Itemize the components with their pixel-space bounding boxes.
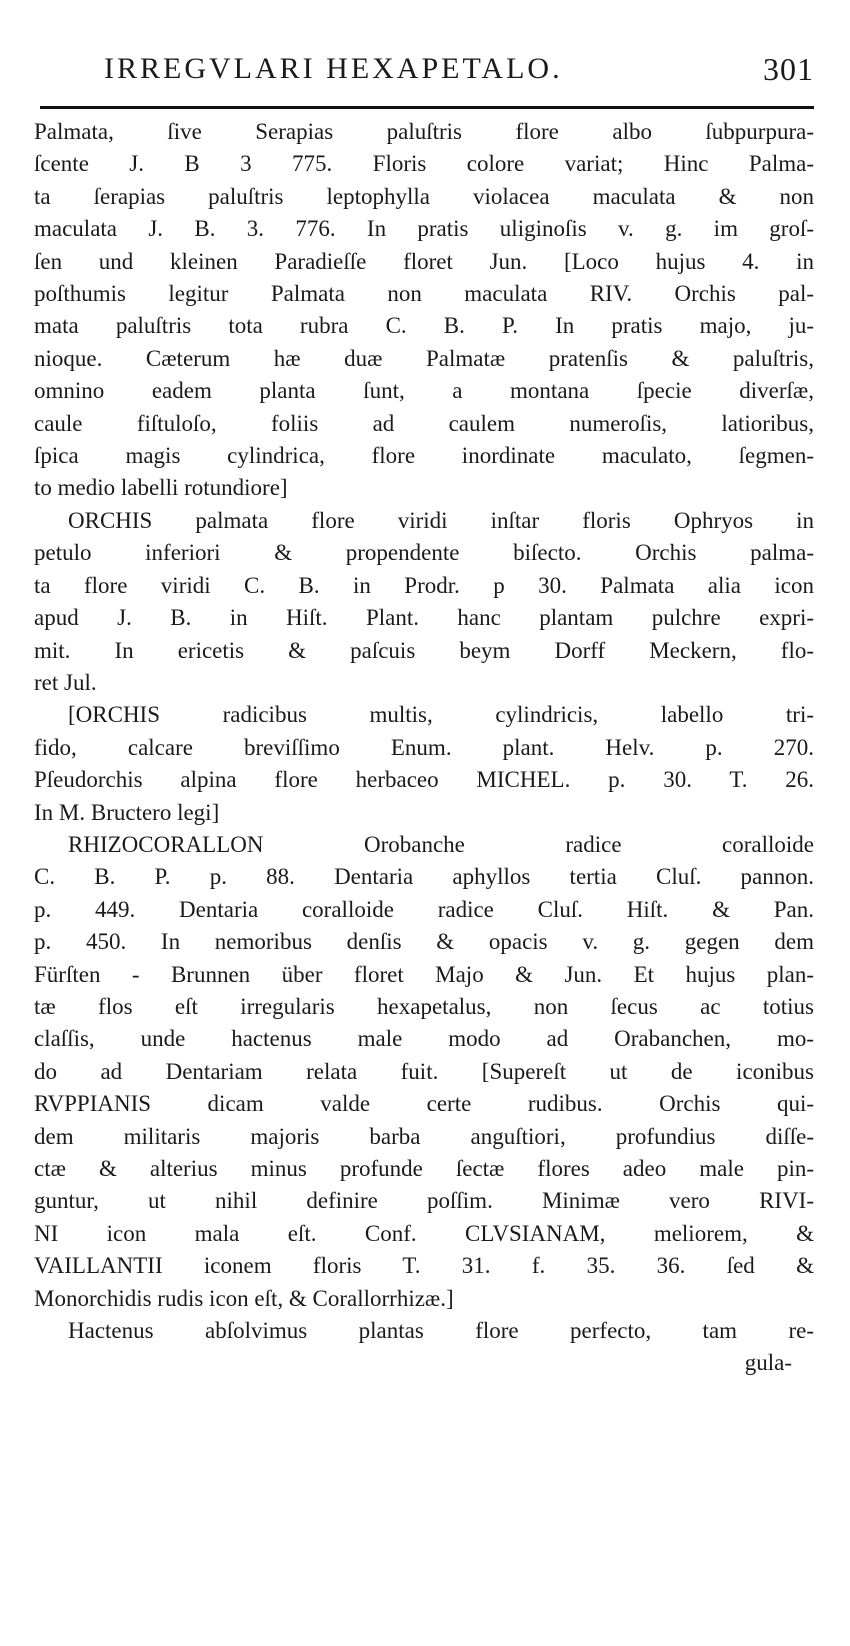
text-line: ORCHIS palmata flore viridi inſtar floris Ophryos in <box>68 507 814 533</box>
text-line: fido, calcare breviſſimo Enum. plant. Helv. p. 270. <box>34 734 814 760</box>
text-line: C. B. P. p. 88. Dentaria aphyllos tertia Cluſ. pannon. <box>34 864 814 890</box>
text-line: mit. In ericetis & paſcuis beym Dorff Meckern, flo- <box>34 637 814 663</box>
text-line: to medio labelli rotundiore] <box>34 475 288 501</box>
text-line: poſthumis legitur Palmata non maculata RIV. Orchis pal- <box>34 281 814 307</box>
text-line: VAILLANTII iconem floris T. 31. f. 35. 36. ſed & <box>34 1253 814 1279</box>
text-line: Fürſten - Brunnen über floret Majo & Jun. Et hujus plan- <box>34 961 814 987</box>
text-line: maculata J. B. 3. 776. In pratis uliginoſis v. g. im groſ- <box>34 216 814 242</box>
text-line: In M. Bructero legi] <box>34 799 220 825</box>
text-line: Monorchidis rudis icon eſt, & Corallorrhizæ.] <box>34 1285 454 1311</box>
text-line: p. 450. In nemoribus denſis & opacis v. g. gegen dem <box>34 929 814 955</box>
paragraph-orchis-radicibus <box>34 699 814 829</box>
text-line: guntur, ut nihil definire poſſim. Minimæ vero RIVI- <box>34 1188 814 1214</box>
text-line: tæ flos eſt irregularis hexapetalus, non ſecus ac totius <box>34 993 814 1019</box>
paragraph-palmata <box>34 116 814 505</box>
text-line: Hactenus abſolvimus plantas flore perfecto, tam re- <box>68 1318 814 1344</box>
running-title: IRREGVLARI HEXAPETALO. <box>104 52 563 85</box>
text-line: ſcente J. B 3 775. Floris colore variat; Hinc Palma- <box>34 151 814 177</box>
text-line: mata paluſtris tota rubra C. B. P. In pratis majo, ju- <box>34 313 814 339</box>
text-line: ta flore viridi C. B. in Prodr. p 30. Palmata alia icon <box>34 572 814 598</box>
text-line: p. 449. Dentaria coralloide radice Cluſ. Hiſt. & Pan. <box>34 896 814 922</box>
text-line: Pſeudorchis alpina flore herbaceo MICHEL. p. 30. T. 26. <box>34 767 814 793</box>
catchword: gula- <box>744 1350 792 1376</box>
paragraph-rhizocorallon <box>34 829 814 1315</box>
body-text <box>34 116 814 1380</box>
text-line: ret Jul. <box>34 669 97 695</box>
text-line: RHIZOCORALLON Orobanche radice coralloide <box>68 831 814 857</box>
text-line: caule fiſtuloſo, foliis ad caulem numeroſis, latioribus, <box>34 410 814 436</box>
text-line: RVPPIANIS dicam valde certe rudibus. Orchis qui- <box>34 1091 814 1117</box>
text-line: [ORCHIS radicibus multis, cylindricis, labello tri- <box>68 702 814 728</box>
text-line: apud J. B. in Hiſt. Plant. hanc plantam pulchre expri- <box>34 605 814 631</box>
paragraph-orchis-palmata <box>34 505 814 699</box>
book-page <box>34 0 814 1646</box>
page-number: 301 <box>763 51 814 87</box>
text-line: ſpica magis cylindrica, flore inordinate maculato, ſegmen- <box>34 443 814 469</box>
text-line: nioque. Cæterum hæ duæ Palmatæ pratenſis & paluſtris, <box>34 345 814 371</box>
text-line: omnino eadem planta ſunt, a montana ſpecie diverſæ, <box>34 378 814 404</box>
text-line: do ad Dentariam relata fuit. [Supereſt ut de iconibus <box>34 1058 814 1084</box>
running-head <box>34 52 814 98</box>
text-line: petulo inferiori & propendente biſecto. Orchis palma- <box>34 540 814 566</box>
text-line: ſen und kleinen Paradieſſe floret Jun. [Loco hujus 4. in <box>34 248 814 274</box>
text-line: NI icon mala eſt. Conf. CLVSIANAM, meliorem, & <box>34 1220 814 1246</box>
header-rule <box>40 106 814 109</box>
text-line: ctæ & alterius minus profunde ſectæ flores adeo male pin- <box>34 1156 814 1181</box>
paragraph-hactenus <box>34 1315 814 1347</box>
text-line: claſſis, unde hactenus male modo ad Orabanchen, mo- <box>34 1026 814 1052</box>
text-line: ta ſerapias paluſtris leptophylla violacea maculata & non <box>34 183 814 209</box>
text-line: dem militaris majoris barba anguſtiori, profundius diſſe- <box>34 1123 814 1149</box>
text-line: Palmata, ſive Serapias paluſtris flore albo ſubpurpura- <box>34 119 814 144</box>
